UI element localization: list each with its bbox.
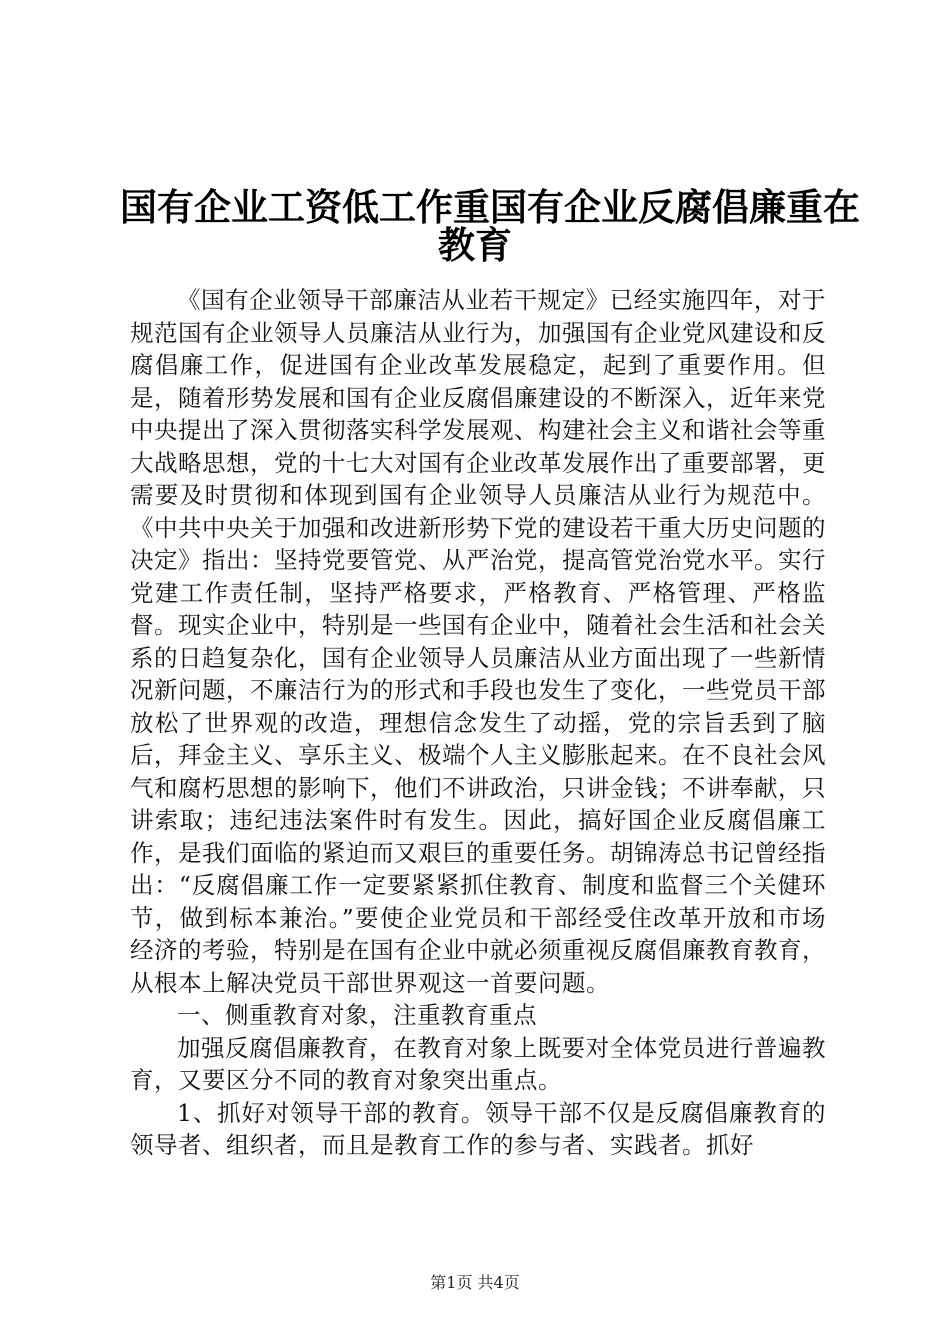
- section-heading-1: 一、侧重教育对象，注重教育重点: [177, 1001, 537, 1029]
- document-title-line-1: 国有企业工资低工作重国有企业反腐倡廉重在: [120, 186, 860, 229]
- page-number-footer: 第1页 共4页: [430, 1273, 520, 1292]
- document-body: [130, 284, 826, 1162]
- body-paragraph-intro: 《国有企业领导干部廉洁从业若干规定》已经实施四年，对于规范国有企业领导人员廉洁从业行为，加强国有企业党风建设和反腐倡廉工作，促进国有企业改革发展稳定，起到了重要作用。但是，随着形势发展和国有企业反腐倡廉建设的不断深入，近年来党中央提出了深入贯彻落实科学发展观、构建社会主义和谐社会等重大战略思想，党的十七大对国有企业改革发展作出了重要部署，更需要及时贯彻和体现到国有企业领导人员廉洁从业行为规范中。《中共中央关于加强和改进新形势下党的建设若干重大历史问题的决定》指出：坚持党要管党、从严治党，提高管党治党水平。实行党建工作责任制，坚持严格要求，严格教育、严格管理、严格监督。现实企业中，特别是一些国有企业中，随着社会生活和社会关系的日趋复杂化，国有企业领导人员廉洁从业方面出现了一些新情况新问题，不廉洁行为的形式和手段也发生了变化，一些党员干部放松了世界观的改造，理想信念发生了动摇，党的宗旨丢到了脑后，拜金主义、享乐主义、极端个人主义膨胀起来。在不良社会风气和腐朽思想的影响下，他们不讲政治，只讲金钱；不讲奉献，只讲索取；违纪违法案件时有发生。因此，搞好国企业反腐倡廉工作，是我们面临的紧迫而又艰巨的重要任务。胡锦涛总书记曾经指出：“反腐倡廉工作一定要紧紧抓住教育、制度和监督三个关健环节，做到标本兼治。”要使企业党员和干部经受住改革开放和市场经济的考验，特别是在国有企业中就必须重视反腐倡廉教育教育，从根本上解决党员干部世界观这一首要问题。: [130, 286, 826, 997]
- body-paragraph-3: 1、抓好对领导干部的教育。领导干部不仅是反腐倡廉教育的领导者、组织者，而且是教育工作的参与者、实践者。抓好: [130, 1098, 826, 1159]
- document-title-line-2: 教育: [438, 224, 512, 267]
- body-paragraph-2: 加强反腐倡廉教育，在教育对象上既要对全体党员进行普遍教育，又要区分不同的教育对象突出重点。: [130, 1033, 826, 1094]
